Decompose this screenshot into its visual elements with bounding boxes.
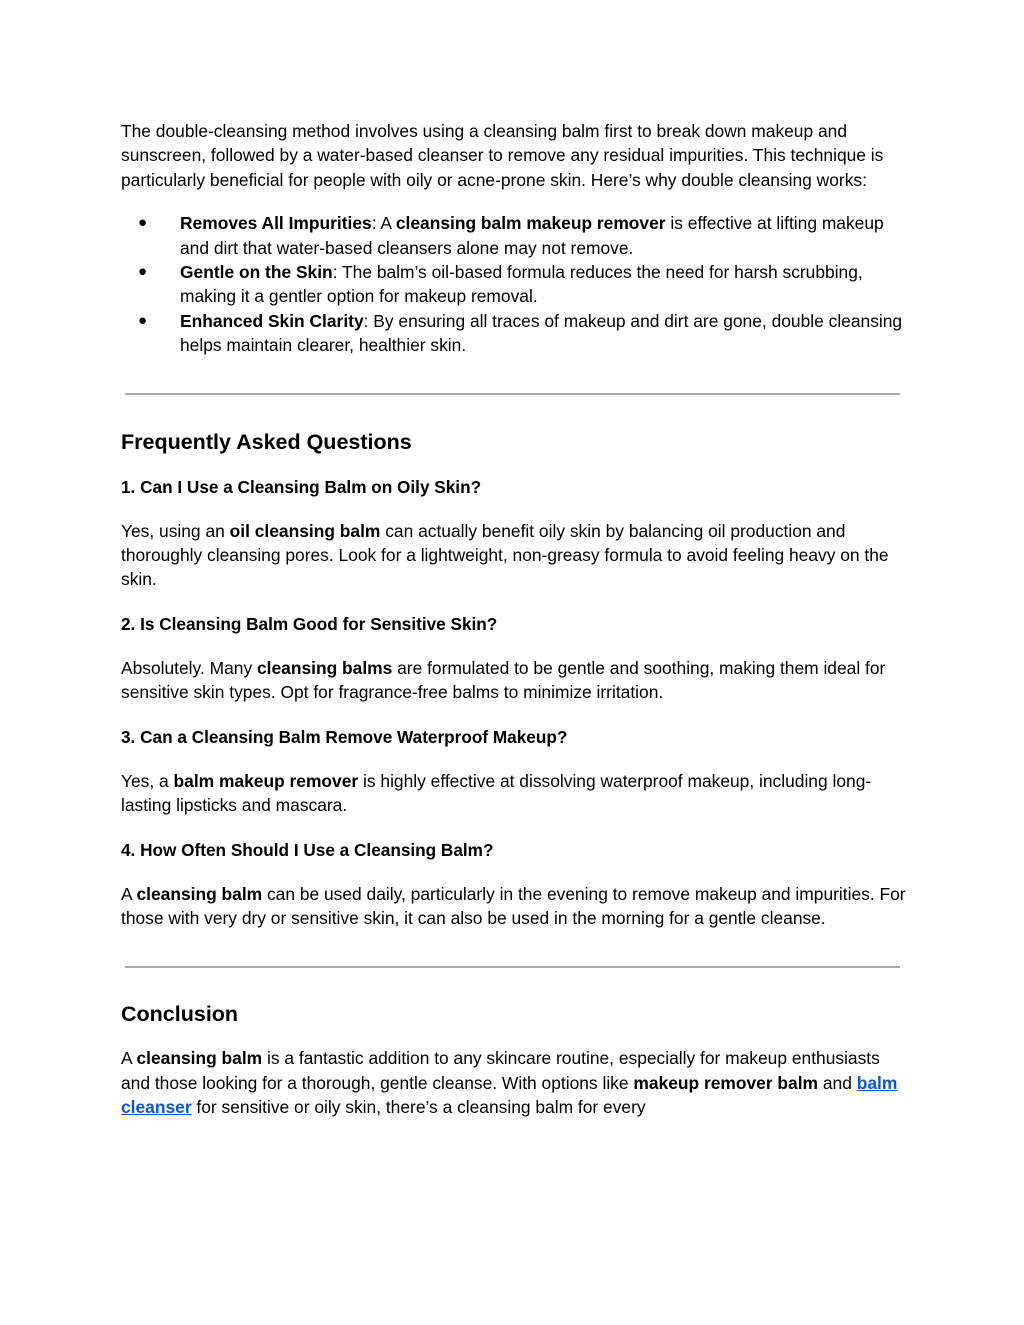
bullet-icon: ●: [138, 263, 148, 281]
balm-cleanser-link[interactable]: balm cleanser: [121, 1072, 898, 1118]
benefits-list: [121, 211, 906, 357]
answer-text: is highly effective at dissolving waterproof makeup, including long-lasting lipsticks and mascara.: [121, 770, 872, 816]
faq-question: 3. Can a Cleansing Balm Remove Waterproof Makeup?: [121, 726, 568, 747]
intro-paragraph: The double-cleansing method involves using a cleansing balm first to break down makeup and sunscreen, followed by a water-based cleanser to remove any residual impurities. This technique is particularly beneficial for people with oily or acne-prone skin. Here’s why double cleansing works:: [121, 121, 884, 190]
conclusion-text: and: [818, 1072, 857, 1093]
faq-answer: [121, 656, 906, 705]
list-item: [138, 260, 906, 309]
benefit-title: Enhanced Skin Clarity: [180, 310, 364, 331]
faq-question: 4. How Often Should I Use a Cleansing Balm?: [121, 839, 494, 860]
benefit-text: is effective at lifting makeup and dirt that water-based cleansers alone may not remove.: [180, 213, 884, 258]
answer-keyword: cleansing balms: [256, 657, 393, 678]
faq-question: 2. Is Cleansing Balm Good for Sensitive Skin?: [121, 613, 498, 634]
answer-text: are formulated to be gentle and soothing, making them ideal for sensitive skin types. Opt for fragrance-free balms to minimize irritation.: [121, 657, 886, 703]
faq-answer: [121, 769, 906, 818]
conclusion-text: A: [121, 1048, 137, 1069]
conclusion-heading: Conclusion: [121, 1002, 239, 1027]
bullet-icon: ●: [138, 311, 148, 329]
benefit-text: : A: [371, 213, 396, 234]
conclusion-paragraph: [121, 1046, 906, 1119]
benefit-text: : The balm’s oil-based formula reduces the need for harsh scrubbing, making it a gentler option for makeup removal.: [180, 262, 863, 307]
answer-keyword: balm makeup remover: [173, 770, 359, 791]
benefit-text: : By ensuring all traces of makeup and dirt are gone, double cleansing helps maintain clearer, healthier skin.: [180, 310, 903, 356]
answer-text: Absolutely. Many: [121, 657, 257, 678]
conclusion-text: is a fantastic addition to any skincare routine, especially for makeup enthusiasts and those looking for a thorough, gentle cleanse. With options like: [121, 1048, 880, 1093]
answer-text: can be used daily, particularly in the evening to remove makeup and impurities. For those with very dry or sensitive skin, it can also be used in the morning for a gentle cleanse.: [121, 883, 906, 928]
benefit-keyword: cleansing balm makeup remover: [395, 213, 666, 234]
answer-text: Yes, using an: [121, 520, 230, 541]
answer-text: Yes, a: [121, 770, 174, 791]
answer-keyword: cleansing balm: [136, 883, 263, 904]
section-divider: [125, 966, 900, 968]
conclusion-keyword: cleansing balm: [136, 1048, 263, 1069]
faq-question: 1. Can I Use a Cleansing Balm on Oily Skin?: [121, 476, 482, 497]
list-item: [138, 211, 906, 260]
section-divider: [125, 393, 900, 395]
benefit-title: Removes All Impurities: [180, 213, 372, 234]
benefit-title: Gentle on the Skin: [180, 262, 333, 283]
faq-answer: [121, 519, 906, 592]
answer-text: can actually benefit oily skin by balancing oil production and thoroughly cleansing pores. Look for a lightweight, non-greasy formula to avoid feeling heavy on the skin.: [121, 520, 889, 590]
faq-answer: [121, 882, 906, 931]
answer-text: A: [121, 883, 137, 904]
answer-keyword: oil cleansing balm: [229, 520, 381, 541]
document-page: [121, 119, 906, 1120]
list-item: [138, 309, 906, 358]
bullet-icon: ●: [138, 214, 148, 232]
conclusion-text: for sensitive or oily skin, there’s a cleansing balm for every: [191, 1097, 646, 1118]
conclusion-keyword: makeup remover balm: [633, 1072, 819, 1093]
faq-heading: Frequently Asked Questions: [121, 429, 412, 454]
